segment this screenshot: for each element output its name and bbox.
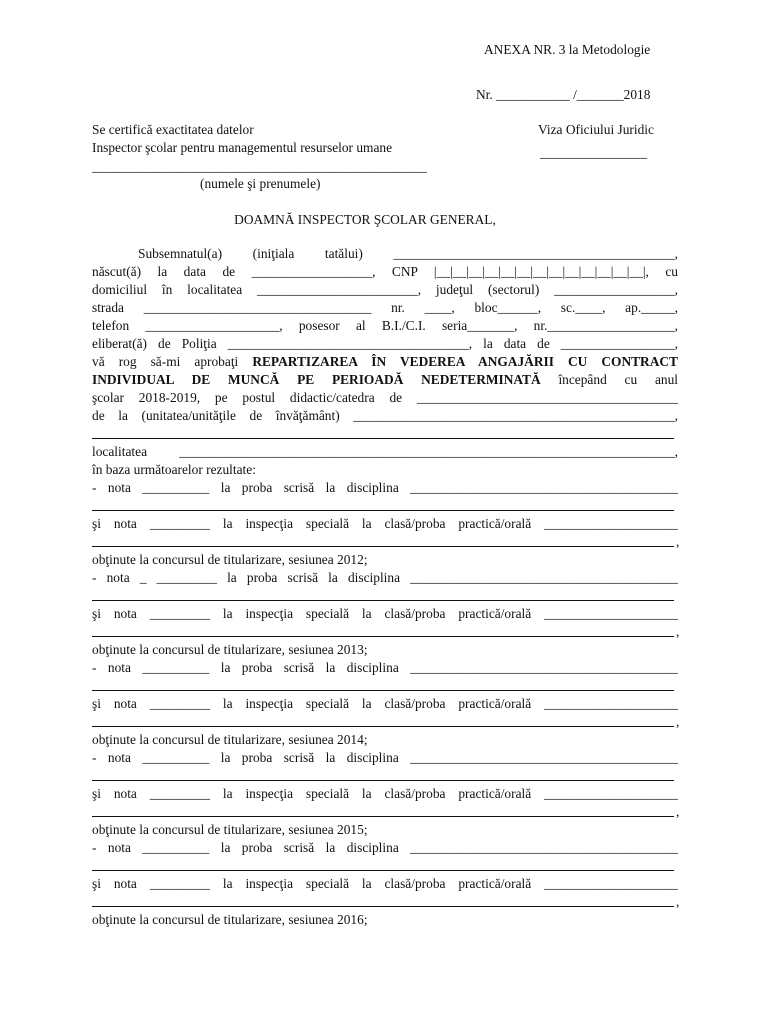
blank-line [92,816,674,817]
session-2013-label: obţinute la concursul de titularizare, sesiunea 2013; [92,642,368,657]
blank-line [92,600,674,601]
body-line-6: eliberat(ă) de Poliţia ____________________________________, la data de _________________, [92,336,678,351]
inspector-signature-line: __________________________________________________ [92,159,427,174]
blank-line [92,780,674,781]
body-line-10: de la (unitatea/unităţile de învăţământ) ________________________________________________, [92,408,678,423]
session-2015-written: - nota __________ la proba scrisă la disciplina ________________________________________ [92,750,678,765]
session-2013-written: - nota _ _________ la proba scrisă la disciplina ________________________________________ [92,570,678,585]
session-2016-written: - nota __________ la proba scrisă la disciplina ________________________________________ [92,840,678,855]
body-line-4: strada __________________________________ nr. ____, bloc______, sc.____, ap._____, [92,300,678,315]
session-2015-inspection: şi nota _________ la inspecţia specială la clasă/proba practică/orală ____________________ [92,786,678,801]
blank-line [92,546,674,547]
certify-line-1: Se certifică exactitatea datelor [92,122,254,137]
body-line-11: localitatea __________________________________________________________________________, [92,444,678,459]
session-2015-label: obţinute la concursul de titularizare, sesiunea 2015; [92,822,368,837]
blank-line [92,690,674,691]
blank-line [92,438,674,439]
body-line-9: şcolar 2018-2019, pe postul didactic/catedra de _______________________________________ [92,390,678,405]
blank-line [92,636,674,637]
comma: , [676,894,680,909]
blank-line [92,870,674,871]
session-2016-inspection: şi nota _________ la inspecţia specială la clasă/proba practică/orală ____________________ [92,876,678,891]
address-title: DOAMNĂ INSPECTOR ŞCOLAR GENERAL, [234,212,496,227]
session-2016-label: obţinute la concursul de titularizare, sesiunea 2016; [92,912,368,927]
body-line-3: domiciliul în localitatea ________________________, judeţul (sectorul) __________________, [92,282,678,297]
session-2014-label: obţinute la concursul de titularizare, sesiunea 2014; [92,732,368,747]
comma: , [676,534,680,549]
session-2012-written: - nota __________ la proba scrisă la disciplina ________________________________________ [92,480,678,495]
session-2014-written: - nota __________ la proba scrisă la disciplina ________________________________________ [92,660,678,675]
request-bold-2: INDIVIDUAL DE MUNCĂ PE PERIOADĂ NEDETERMINATĂ [92,372,541,387]
session-2012-label: obţinute la concursul de titularizare, sesiunea 2012; [92,552,368,567]
blank-line [92,726,674,727]
body-line-5: telefon ____________________, posesor al B.I./C.I. seria_______, nr.___________________, [92,318,678,333]
certify-line-2: Inspector şcolar pentru managementul resurselor umane [92,140,393,155]
name-caption: (numele şi prenumele) [200,176,321,191]
legal-visa-label: Viza Oficiului Juridic [538,122,654,137]
body-line-2: născut(ă) la data de __________________, CNP |__|__|__|__|__|__|__|__|__|__|__|__|__|, cu [92,264,678,279]
annex-label: ANEXA NR. 3 la Metodologie [484,42,651,57]
session-2013-inspection: şi nota _________ la inspecţia specială la clasă/proba practică/orală ____________________ [92,606,678,621]
body-line-12: în baza următoarelor rezultate: [92,462,256,477]
body-line-7 [92,353,678,370]
legal-visa-line: ________________ [540,145,648,160]
comma: , [676,714,680,729]
registration-number: Nr. ___________ /_______2018 [476,87,651,102]
blank-line [92,510,674,511]
blank-line [92,906,674,907]
body-line-8 [92,371,678,388]
session-2012-inspection: şi nota _________ la inspecţia specială la clasă/proba practică/orală ____________________ [92,516,678,531]
request-text: vă rog să-mi aprobaţi [92,354,253,369]
request-text-2: începând cu anul [540,372,678,387]
comma: , [676,804,680,819]
body-line-1: Subsemnatul(a) (iniţiala tatălui) __________________________________________, [138,246,678,261]
comma: , [676,624,680,639]
session-2014-inspection: şi nota _________ la inspecţia specială la clasă/proba practică/orală ____________________ [92,696,678,711]
request-bold-1: REPARTIZAREA ÎN VEDEREA ANGAJĂRII CU CONTRACT [252,354,678,369]
